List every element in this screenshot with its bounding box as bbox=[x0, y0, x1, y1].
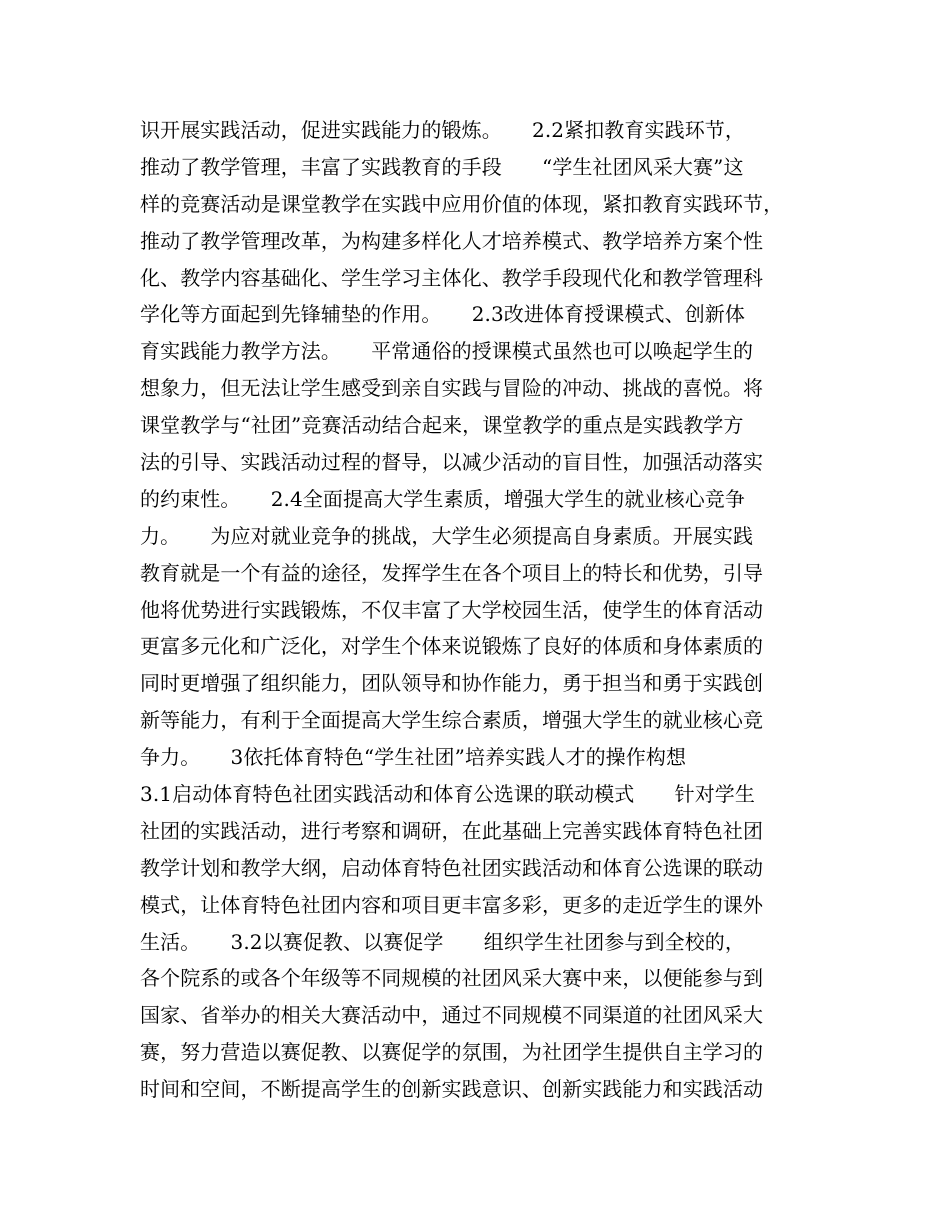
text-line: 新等能力，有利于全面提高大学生综合素质，增强大学生的就业核心竞 bbox=[140, 708, 764, 733]
text-line: 各个院系的或各个年级等不同规模的社团风采大赛中来，以便能参与到 bbox=[140, 966, 764, 991]
text-line: 他将优势进行实践锻炼，不仅丰富了大学校园生活，使学生的体育活动 bbox=[140, 597, 764, 622]
text-line: 法的引导、实践活动过程的督导，以减少活动的盲目性，加强活动落实 bbox=[140, 450, 764, 475]
text-line: 学化等方面起到先锋辅垫的作用。 2.3改进体育授课模式、创新体 bbox=[140, 302, 746, 327]
text-line: 社团的实践活动，进行考察和调研，在此基础上完善实践体育特色社团 bbox=[140, 818, 764, 843]
text-line: 样的竞赛活动是课堂教学在实践中应用价值的体现，紧扣教育实践环节， bbox=[140, 191, 784, 216]
text-line: 教学计划和教学大纲，启动体育特色社团实践活动和体育公选课的联动 bbox=[140, 855, 764, 880]
text-line: 争力。 3依托体育特色“学生社团”培养实践人才的操作构想 bbox=[140, 745, 687, 770]
text-line: 化、教学内容基础化、学生学习主体化、教学手段现代化和教学管理科 bbox=[140, 265, 764, 290]
text-line: 教育就是一个有益的途径，发挥学生在各个项目上的特长和优势，引导 bbox=[140, 560, 764, 585]
text-line: 力。 为应对就业竞争的挑战，大学生必须提高自身素质。开展实践 bbox=[140, 523, 754, 548]
text-line: 推动了教学管理改革，为构建多样化人才培养模式、教学培养方案个性 bbox=[140, 228, 764, 253]
body-text bbox=[140, 112, 830, 1108]
text-line: 赛，努力营造以赛促教、以赛促学的氛围，为社团学生提供自主学习的 bbox=[140, 1040, 764, 1065]
text-line: 推动了教学管理，丰富了实践教育的手段 “学生社团风采大赛”这 bbox=[140, 154, 744, 179]
text-line: 更富多元化和广泛化，对学生个体来说锻炼了良好的体质和身体素质的 bbox=[140, 634, 764, 659]
text-line: 模式，让体育特色社团内容和项目更丰富多彩，更多的走近学生的课外 bbox=[140, 892, 764, 917]
text-line: 育实践能力教学方法。 平常通俗的授课模式虽然也可以唤起学生的 bbox=[140, 339, 754, 364]
text-line: 的约束性。 2.4全面提高大学生素质，增强大学生的就业核心竞争 bbox=[140, 486, 746, 511]
text-line: 识开展实践活动，促进实践能力的锻炼。 2.2紧扣教育实践环节， bbox=[140, 118, 746, 142]
text-line: 时间和空间，不断提高学生的创新实践意识、创新实践能力和实践活动 bbox=[140, 1077, 764, 1102]
text-line: 课堂教学与“社团”竞赛活动结合起来，课堂教学的重点是实践教学方 bbox=[140, 413, 744, 438]
text-line: 想象力，但无法让学生感受到亲自实践与冒险的冲动、挑战的喜悦。将 bbox=[140, 376, 764, 401]
text-line: 生活。 3.2以赛促教、以赛促学 组织学生社团参与到全校的， bbox=[140, 929, 746, 954]
text-line: 同时更增强了组织能力，团队领导和协作能力，勇于担当和勇于实践创 bbox=[140, 671, 764, 696]
text-line: 3.1启动体育特色社团实践活动和体育公选课的联动模式 针对学生 bbox=[140, 782, 756, 807]
text-line: 国家、省举办的相关大赛活动中，通过不同规模不同渠道的社团风采大 bbox=[140, 1003, 764, 1028]
